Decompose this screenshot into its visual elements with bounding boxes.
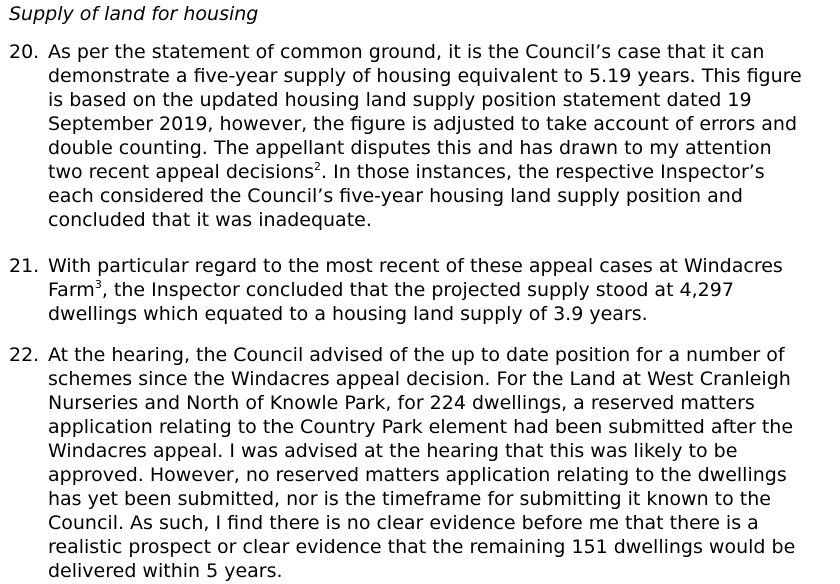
text-line: double counting. The appellant disputes this and has drawn to my attention (48, 137, 772, 159)
text-line: each considered the Council’s five-year housing land supply position and (48, 185, 743, 207)
footnote-marker: 3 (94, 277, 102, 291)
text-line: Windacres appeal. I was advised at the hearing that this was likely to be (48, 440, 738, 462)
text-line: is based on the updated housing land supply position statement dated 19 (48, 89, 752, 111)
text-fragment: . In those instances, the respective Inspector’s (321, 161, 765, 183)
text-line: schemes since the Windacres appeal decision. For the Land at West Cranleigh (48, 368, 791, 390)
text-line: demonstrate a five-year supply of housing equivalent to 5.19 years. This figure (48, 65, 802, 87)
text-line: September 2019, however, the figure is adjusted to take account of errors and (48, 113, 798, 135)
text-line: At the hearing, the Council advised of the up to date position for a number of (48, 344, 785, 366)
text-line: has yet been submitted, nor is the timeframe for submitting it known to the (48, 488, 771, 510)
text-line: delivered within 5 years. (48, 560, 283, 582)
text-line (48, 278, 783, 302)
text-line: application relating to the Country Park element had been submitted after the (48, 416, 794, 438)
text-line: dwellings which equated to a housing land supply of 3.9 years. (48, 303, 648, 325)
text-line: With particular regard to the most recent of these appeal cases at Windacres (48, 255, 783, 277)
footnote-marker: 2 (314, 159, 322, 173)
text-fragment: two recent appeal decisions (48, 161, 315, 183)
paragraph-body (48, 40, 802, 232)
section-heading: Supply of land for housing (9, 3, 259, 25)
text-line: As per the statement of common ground, it is the Council’s case that it can (48, 41, 765, 63)
paragraph-body (48, 343, 795, 583)
text-fragment: Farm (48, 279, 95, 301)
paragraph-number: 21. (9, 255, 40, 277)
text-fragment: , the Inspector concluded that the projected supply stood at 4,297 (101, 279, 734, 301)
text-line (48, 160, 802, 184)
paragraph-body (48, 254, 783, 326)
text-line: concluded that it was inadequate. (48, 209, 372, 231)
text-line: Nurseries and North of Knowle Park, for 224 dwellings, a reserved matters (48, 392, 755, 414)
paragraph-number: 22. (9, 344, 40, 366)
text-line: approved. However, no reserved matters application relating to the dwellings (48, 464, 787, 486)
text-line: Council. As such, I find there is no clear evidence before me that there is a (48, 512, 759, 534)
text-line: realistic prospect or clear evidence that the remaining 151 dwellings would be (48, 536, 796, 558)
paragraph-number: 20. (9, 41, 40, 63)
